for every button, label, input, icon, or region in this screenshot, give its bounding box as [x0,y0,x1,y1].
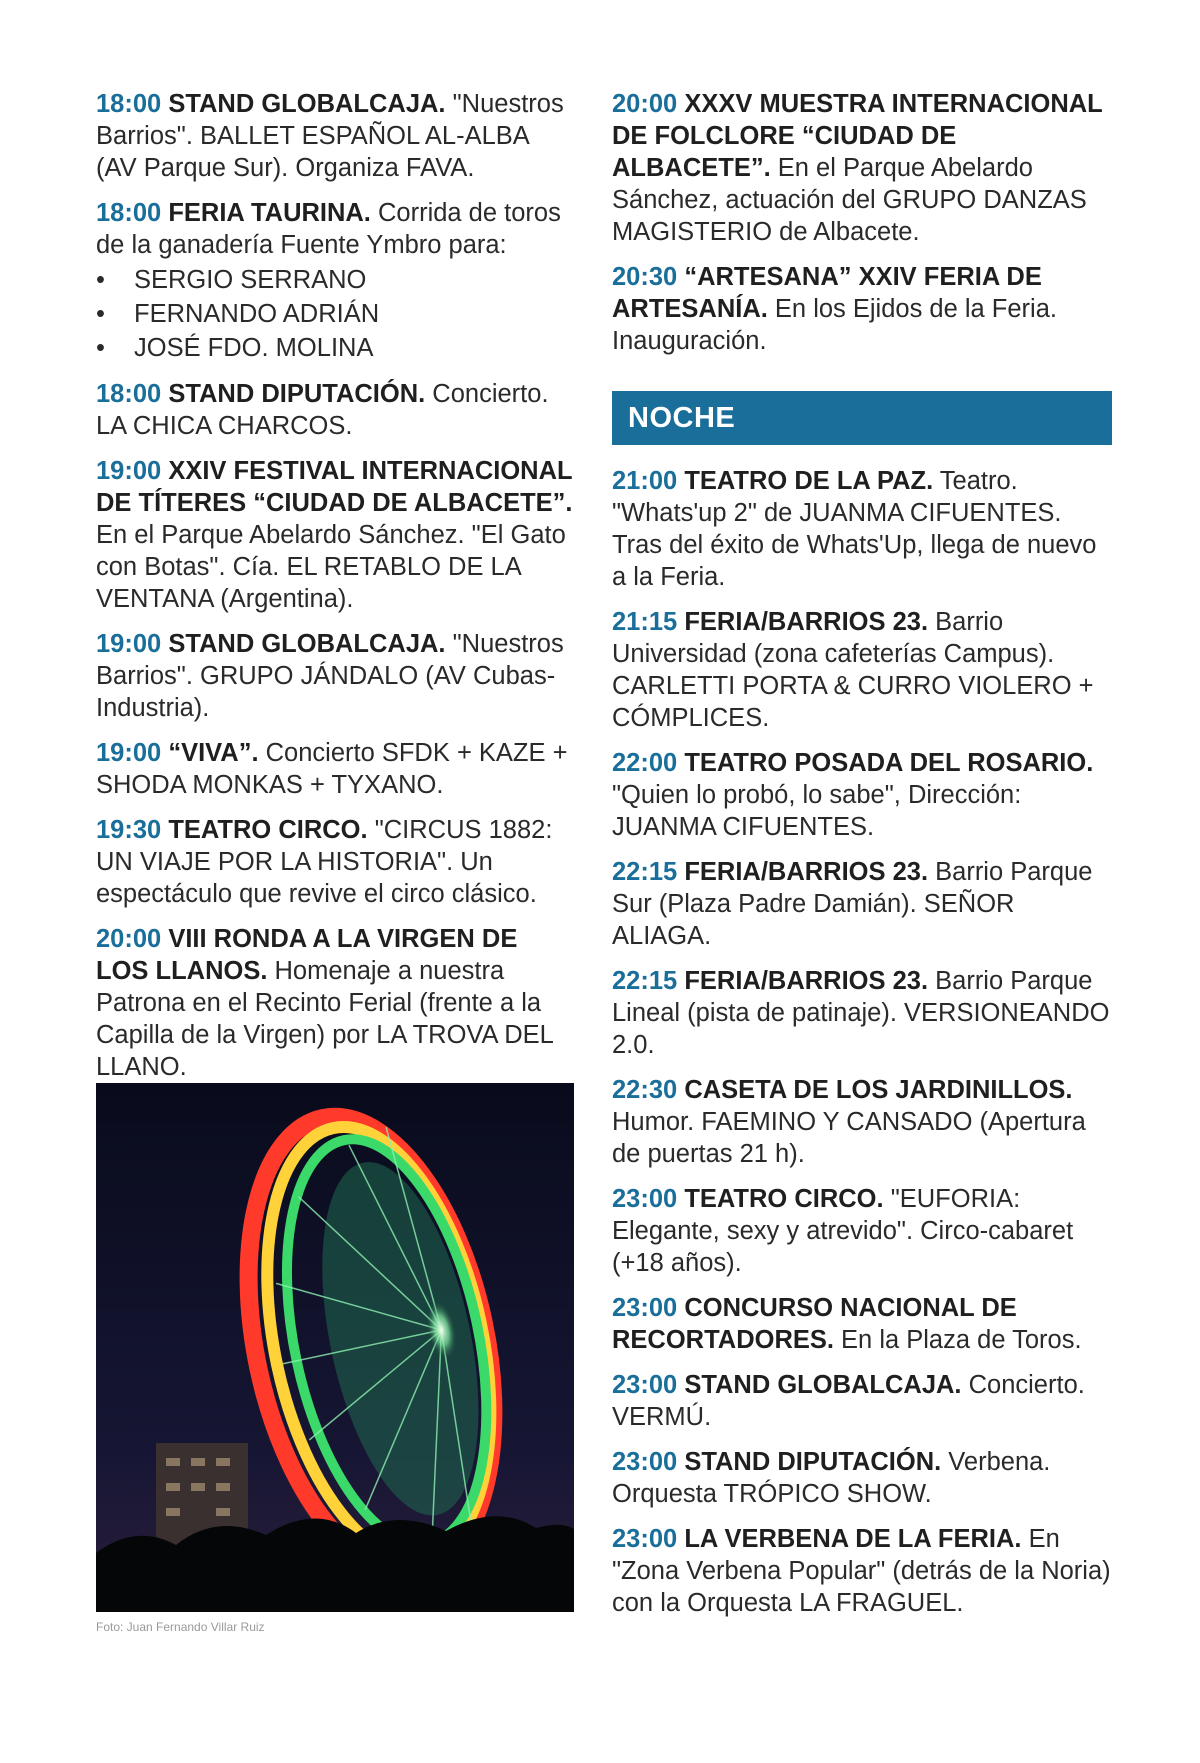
event-title: TEATRO POSADA DEL ROSARIO. [684,749,1094,777]
event-description: Concierto SFDK + KAZE + SHODA MONKAS + TYXANO. [96,739,568,799]
event-entry [612,261,1112,357]
bullet-icon: • [96,300,105,328]
event-entry [612,606,1112,734]
bullet-item [96,297,576,331]
event-title: FERIA/BARRIOS 23. [684,967,929,995]
event-title: STAND GLOBALCAJA. [168,90,446,118]
event-title: STAND DIPUTACIÓN. [684,1448,942,1476]
event-description: En el Parque Abelardo Sánchez. "El Gato con Botas". Cía. EL RETABLO DE LA VENTANA (Argentina). [96,521,566,613]
event-description: En la Plaza de Toros. [833,1326,1082,1354]
event-title: XXIV FESTIVAL INTERNACIONAL DE TÍTERES “CIUDAD DE ALBACETE”. [96,457,573,517]
event-entry [96,197,576,365]
event-entry [612,965,1112,1061]
event-entry [96,628,576,724]
event-title: STAND DIPUTACIÓN. [168,380,426,408]
event-description: "CIRCUS 1882: UN VIAJE POR LA HISTORIA". Un espectáculo que revive el circo clásico. [96,816,553,908]
event-title: TEATRO DE LA PAZ. [684,467,934,495]
event-entry [612,1183,1112,1279]
event-title: TEATRO CIRCO. [684,1185,884,1213]
event-title: STAND GLOBALCAJA. [684,1371,962,1399]
event-description: "Quien lo probó, lo sabe", Dirección: JUANMA CIFUENTES. [612,781,1022,841]
event-description: Humor. FAEMINO Y CANSADO (Apertura de puertas 21 h). [612,1108,1086,1168]
right-top-entries [612,88,1112,357]
event-time: 23:00 [612,1371,678,1399]
event-time: 23:00 [612,1185,678,1213]
event-title: FERIA/BARRIOS 23. [684,858,929,886]
event-entry [96,378,576,442]
event-description: En el Parque Abelardo Sánchez, actuación del GRUPO DANZAS MAGISTERIO de Albacete. [612,154,1087,246]
event-time: 22:00 [612,749,678,777]
event-time: 23:00 [612,1294,678,1322]
event-entry [612,747,1112,843]
bullet-text: SERGIO SERRANO [134,266,367,294]
event-entry [96,88,576,184]
event-entry [96,455,576,615]
event-description: Barrio Parque Sur (Plaza Padre Damián). SEÑOR ALIAGA. [612,858,1093,950]
event-entry [612,856,1112,952]
section-header-noche: NOCHE [612,391,1112,445]
bullet-item [96,263,576,297]
event-time: 22:30 [612,1076,678,1104]
event-title: XXXV MUESTRA INTERNACIONAL DE FOLCLORE “CIUDAD DE ALBACETE”. [612,90,1103,182]
event-description: "Nuestros Barrios". GRUPO JÁNDALO (AV Cubas-Industria). [96,630,564,722]
event-entry [612,1074,1112,1170]
event-title: CONCURSO NACIONAL DE RECORTADORES. [612,1294,1017,1354]
bullet-list [96,263,576,365]
event-time: 21:00 [612,467,678,495]
photo-credit: Foto: Juan Fernando Villar Ruiz [96,1620,265,1634]
event-title: TEATRO CIRCO. [168,816,368,844]
event-title: STAND GLOBALCAJA. [168,630,446,658]
event-time: 22:15 [612,858,678,886]
bullet-icon: • [96,266,105,294]
bullet-text: FERNANDO ADRIÁN [134,300,380,328]
event-time: 21:15 [612,608,678,636]
event-time: 18:00 [96,380,162,408]
event-entry [612,1292,1112,1356]
event-time: 20:30 [612,263,678,291]
event-time: 19:30 [96,816,162,844]
event-description: "Nuestros Barrios". BALLET ESPAÑOL AL-ALBA (AV Parque Sur). Organiza FAVA. [96,90,564,182]
event-entry [96,737,576,801]
event-description: En "Zona Verbena Popular" (detrás de la Noria) con la Orquesta LA FRAGUEL. [612,1525,1111,1617]
event-description: Homenaje a nuestra Patrona en el Recinto Ferial (frente a la Capilla de la Virgen) por LA TROVA DEL LLANO. [96,957,553,1081]
event-time: 19:00 [96,739,162,767]
event-time: 22:15 [612,967,678,995]
event-title: CASETA DE LOS JARDINILLOS. [684,1076,1073,1104]
event-description: Barrio Universidad (zona cafeterías Campus). CARLETTI PORTA & CURRO VIOLERO + CÓMPLICES. [612,608,1094,732]
event-time: 19:00 [96,457,162,485]
ferris-wheel-photo [96,1083,574,1612]
event-entry [96,923,576,1083]
event-title: “VIVA”. [168,739,259,767]
event-description: Barrio Parque Lineal (pista de patinaje). VERSIONEANDO 2.0. [612,967,1110,1059]
right-column [612,88,1112,1632]
event-description: Teatro. "Whats'up 2" de JUANMA CIFUENTES. Tras del éxito de Whats'Up, llega de nuevo a la Feria. [612,467,1097,591]
event-title: FERIA/BARRIOS 23. [684,608,929,636]
event-description: "EUFORIA: Elegante, sexy y atrevido". Circo-cabaret (+18 años). [612,1185,1074,1277]
left-column [96,88,576,1096]
event-description: Concierto. LA CHICA CHARCOS. [96,380,549,440]
event-time: 18:00 [96,199,162,227]
event-description: En los Ejidos de la Feria. Inauguración. [612,295,1057,355]
night-entries [612,465,1112,1619]
event-time: 20:00 [612,90,678,118]
event-time: 19:00 [96,630,162,658]
event-time: 18:00 [96,90,162,118]
bullet-item [96,331,576,365]
event-title: VIII RONDA A LA VIRGEN DE LOS LLANOS. [96,925,518,985]
event-title: FERIA TAURINA. [168,199,371,227]
bullet-icon: • [96,334,105,362]
event-entry [612,1446,1112,1510]
event-entry [612,1369,1112,1433]
event-title: LA VERBENA DE LA FERIA. [684,1525,1022,1553]
event-time: 20:00 [96,925,162,953]
event-description: Concierto. VERMÚ. [612,1371,1085,1431]
event-entry [612,465,1112,593]
event-entry [612,1523,1112,1619]
event-description: Corrida de toros de la ganadería Fuente Ymbro para: [96,199,561,259]
event-entry [96,814,576,910]
bullet-text: JOSÉ FDO. MOLINA [134,334,374,362]
event-title: “ARTESANA” XXIV FERIA DE ARTESANÍA. [612,263,1042,323]
event-time: 23:00 [612,1448,678,1476]
event-description: Verbena. Orquesta TRÓPICO SHOW. [612,1448,1051,1508]
event-entry [612,88,1112,248]
event-time: 23:00 [612,1525,678,1553]
